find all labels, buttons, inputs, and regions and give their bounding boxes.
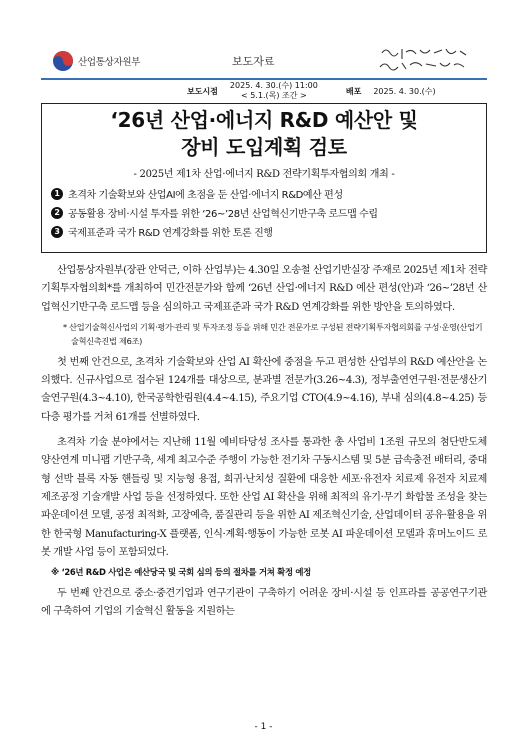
ministry-name: 산업통상자원부 bbox=[78, 57, 141, 68]
number-2-icon: 2 bbox=[51, 207, 63, 219]
release-time-line2: < 5.1.(목) 조간 > bbox=[241, 91, 307, 100]
taegeuk-icon bbox=[52, 50, 74, 72]
footnote-1: * 산업기술혁신사업의 기획·평가·관리 및 투자조정 등을 위해 민간 전문가로 구성된 전략기획투자협의회를 구성·운영(산업기술혁신촉진법 제6조) bbox=[63, 321, 483, 346]
page-number: - 1 - bbox=[254, 722, 273, 732]
key-point bbox=[51, 203, 486, 222]
ministry-logo bbox=[52, 50, 140, 72]
release-meta-bar bbox=[41, 78, 487, 102]
title-line1: ‘26년 산업·에너지 R&D 예산안 및 bbox=[110, 108, 418, 132]
dist-date: 2025. 4. 30.(수) bbox=[373, 86, 436, 96]
article-body bbox=[41, 262, 487, 629]
doc-type: 보도자료 bbox=[232, 55, 275, 68]
key-point-text: 국제표준과 국가 R&D 연계강화를 위한 토론 진행 bbox=[68, 228, 273, 239]
key-point-text: 공동활용 장비·시설 투자를 위한 ‘26~’28년 산업혁신기반구축 로드맵 수립 bbox=[68, 209, 378, 220]
dist-label: 배포 bbox=[345, 86, 362, 96]
release-label: 보도시점 bbox=[187, 86, 218, 96]
title-line2: 장비 도입계획 검토 bbox=[181, 135, 347, 159]
number-1-icon: 1 bbox=[51, 188, 63, 200]
key-points bbox=[51, 184, 486, 241]
paragraph-4: 두 번째 안건으로 중소·중견기업과 연구기관이 구축하기 어려운 장비·시설 등 인프라를 공공연구기관에 구축하여 기업의 기술혁신 활동을 지원하는 bbox=[41, 588, 487, 618]
title-box bbox=[41, 103, 487, 253]
key-point bbox=[51, 222, 486, 241]
release-time-line1: 2025. 4. 30.(수) 11:00 bbox=[229, 81, 318, 90]
header bbox=[0, 0, 527, 78]
release-time bbox=[230, 81, 318, 101]
page-title bbox=[42, 107, 486, 161]
key-point bbox=[51, 184, 486, 203]
key-point-text: 초격차 기술확보와 산업AI에 초점을 둔 산업·에너지 R&D예산 편성 bbox=[68, 190, 343, 201]
paragraph-1: 산업통상자원부(장관 안덕근, 이하 산업부)는 4.30일 오송철 산업기반실장 주재로 2025년 제1차 전략기획투자협의회*를 개최하여 민간전문가와 함께 ‘26년 산업·에너지 R&D 예산 편성(안)과 ‘26~’28년 산업혁신기반구축 로드맵 등을 심의하고 국제표준과 국가 R&D 연계강화를 위한 방안을 토의하였다. bbox=[41, 265, 487, 313]
paragraph-2: 첫 번째 안건으로, 초격차 기술확보와 산업 AI 확산에 중점을 두고 편성한 산업부의 R&D 예산안을 논의했다. 신규사업으로 접수된 124개를 대상으로, 분과별 전문가(3.26~4.3), 정부출연연구원·전문생산기술연구원(4.3~4.10), 한국공학한림원(4.4~4.15), 주요기업 CTO(4.9~4.16), 부내 심의(4.8~4.25) 등 다층 평가를 거쳐 61개를 선별하였다. bbox=[41, 356, 487, 423]
slogan-signature bbox=[376, 43, 472, 73]
paragraph-3: 초격차 기술 분야에서는 지난해 11월 예비타당성 조사를 통과한 총 사업비 1조원 규모의 첨단반도체 양산연계 미니팹 기반구축, 세계 최고수준 주행이 가능한 전기차 구동시스템 및 5분 급속충전 배터리, 중대형 선박 블록 자동 핸들링 및 지능형 용접, 희귀·난치성 질환에 대응한 세포·유전자 치료제 유전자 치료제 제조공정 기술개발 사업 등을 선정하였다. 또한 산업 AI 확산을 위해 최적의 유기·무기 화합물 조성을 찾는 파운데이션 모델, 공정 최적화, 고장예측, 품질관리 등을 위한 AI 제조혁신기술, 산업데이터 공유·활용을 위한 한국형 Manufacturing-X 플랫폼, 인식·계획·행동이 가능한 로봇 AI 파운데이션 모델과 휴머노이드 로봇 개발 사업 등이 포함되었다. bbox=[41, 437, 487, 558]
subtitle: - 2025년 제1차 산업·에너지 R&D 전략기획투자협의회 개최 - bbox=[133, 169, 395, 180]
number-3-icon: 3 bbox=[51, 226, 63, 238]
footnote-2: ※ ‘26년 R&D 사업은 예산당국 및 국회 심의 등의 절차를 거쳐 확정 예정 bbox=[51, 567, 311, 578]
